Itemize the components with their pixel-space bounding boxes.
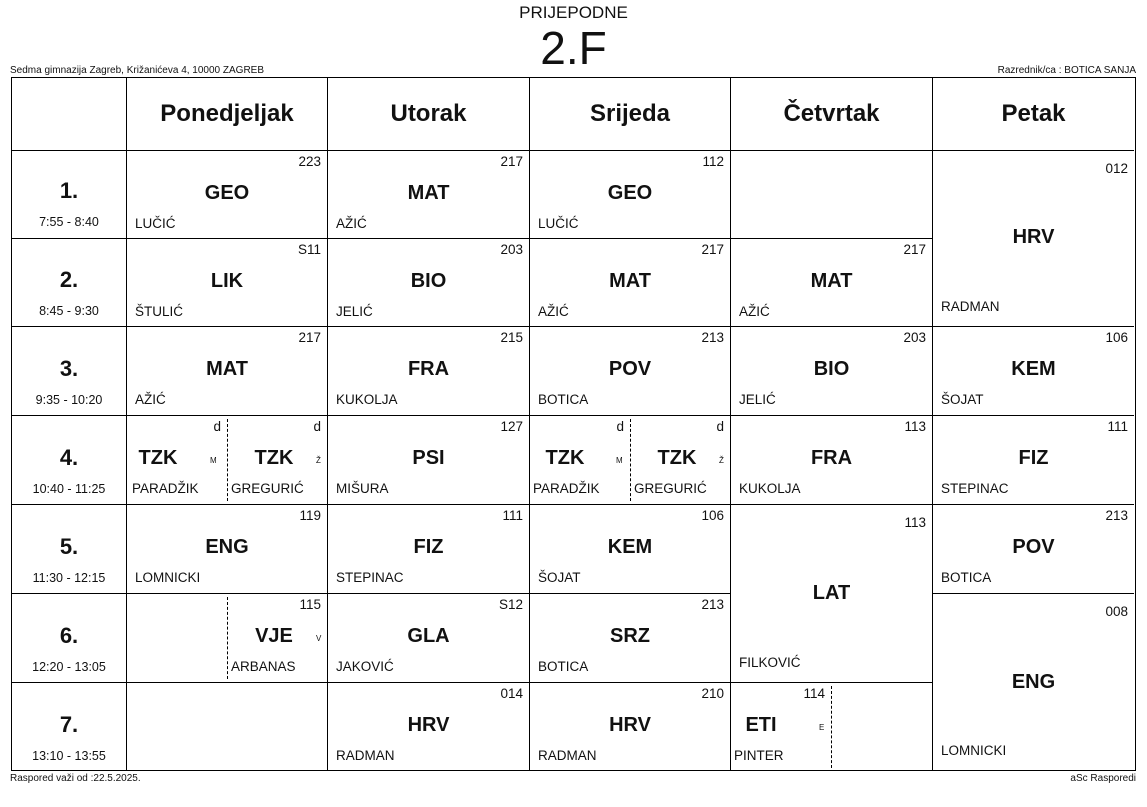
teacher-name: GREGURIĆ — [231, 481, 304, 496]
room-number: d — [313, 419, 321, 434]
subject-code: MAT — [609, 270, 651, 292]
lesson-cell[interactable] — [328, 326, 529, 415]
room-number: 217 — [701, 242, 724, 257]
subject-code: MAT — [407, 182, 450, 204]
subject-code: PSI — [412, 447, 445, 469]
teacher-name: MIŠURA — [336, 481, 389, 496]
room-number: 119 — [299, 508, 321, 523]
lesson-cell[interactable] — [933, 415, 1134, 504]
teacher-name: AŽIĆ — [336, 216, 367, 231]
teacher-name: PARADŽIK — [132, 481, 199, 496]
teacher-name: ŠTULIĆ — [135, 304, 184, 319]
period-time: 13:10 - 13:55 — [32, 749, 106, 763]
period-number: 4. — [59, 445, 79, 470]
generator-credit: aSc Rasporedi — [1070, 773, 1136, 784]
subject-code: LAT — [812, 582, 851, 604]
teacher-name: LUČIĆ — [135, 216, 176, 231]
teacher-name: AŽIĆ — [538, 304, 569, 319]
subject-code: FIZ — [413, 536, 444, 558]
shift-label: PRIJEPODNE — [519, 3, 628, 22]
teacher-name: PINTER — [734, 748, 784, 763]
class-title: 2.F — [540, 22, 607, 74]
teacher-name: RADMAN — [336, 748, 395, 763]
group-tag: V — [316, 634, 322, 643]
room-number: 213 — [701, 330, 724, 345]
room-number: d — [616, 419, 624, 434]
room-number: 217 — [500, 154, 523, 169]
teacher-name: GREGURIĆ — [634, 481, 707, 496]
group-tag: Ž — [719, 456, 724, 465]
teacher-name: JAKOVIĆ — [336, 659, 394, 674]
teacher-name: RADMAN — [941, 299, 1000, 314]
room-number: S11 — [297, 242, 321, 257]
subject-code: POV — [1012, 536, 1055, 558]
lesson-cell[interactable] — [127, 150, 327, 238]
lesson-cell-double[interactable] — [933, 593, 1134, 770]
teacher-name: STEPINAC — [336, 570, 404, 585]
room-number: 217 — [903, 242, 926, 257]
room-number: 213 — [701, 597, 724, 612]
teacher-name: KUKOLJA — [336, 392, 398, 407]
lesson-cell[interactable] — [530, 682, 730, 770]
subject-code: FIZ — [1018, 447, 1049, 469]
room-number: 106 — [1105, 330, 1128, 345]
period-time: 11:30 - 12:15 — [32, 571, 106, 585]
lesson-cell[interactable] — [731, 238, 932, 326]
room-number: 114 — [803, 686, 825, 701]
subject-code: FRA — [810, 447, 853, 469]
subject-code: HRV — [609, 714, 651, 736]
day-header-mon: Ponedjeljak — [160, 100, 294, 127]
lesson-cell[interactable] — [328, 504, 529, 593]
room-number: 113 — [904, 515, 926, 530]
lesson-cell-double[interactable] — [731, 504, 932, 682]
subject-code: ETI — [745, 714, 777, 736]
period-time: 12:20 - 13:05 — [32, 660, 106, 674]
teacher-name: KUKOLJA — [739, 481, 801, 496]
subject-code: TZK — [545, 447, 585, 469]
group-tag: M — [616, 456, 623, 465]
homeroom-teacher: Razrednik/ca : BOTICA SANJA — [997, 65, 1136, 76]
teacher-name: AŽIĆ — [135, 392, 166, 407]
room-number: 115 — [299, 597, 321, 612]
teacher-name: AŽIĆ — [739, 304, 770, 319]
subject-code: FRA — [407, 358, 450, 380]
valid-from-note: Raspored važi od :22.5.2025. — [10, 773, 141, 784]
room-number: 014 — [500, 686, 523, 701]
period-number: 5. — [59, 534, 79, 559]
subject-code: KEM — [607, 536, 653, 558]
period-time: 9:35 - 10:20 — [35, 393, 103, 407]
lesson-cell-split[interactable] — [127, 415, 327, 504]
teacher-name: LOMNICKI — [941, 743, 1007, 758]
room-number: 106 — [701, 508, 724, 523]
day-header-wed: Srijeda — [589, 100, 671, 127]
subject-code: VJE — [255, 625, 293, 647]
lesson-cell[interactable] — [127, 326, 327, 415]
teacher-name: BOTICA — [538, 392, 589, 407]
room-number: d — [716, 419, 724, 434]
teacher-name: JELIĆ — [336, 304, 373, 319]
subject-code: GEO — [204, 182, 250, 204]
teacher-name: PARADŽIK — [533, 481, 600, 496]
timetable-grid — [11, 77, 1136, 771]
period-number: 3. — [59, 356, 79, 381]
subject-code: GLA — [407, 625, 450, 647]
subject-code: MAT — [206, 358, 248, 380]
teacher-name: BOTICA — [538, 659, 589, 674]
room-number: S12 — [498, 597, 523, 612]
subject-code: HRV — [407, 714, 450, 736]
lesson-cell-double[interactable] — [933, 150, 1134, 326]
subject-code: SRZ — [610, 625, 650, 647]
teacher-name: RADMAN — [538, 748, 597, 763]
period-time: 8:45 - 9:30 — [39, 304, 99, 318]
period-time: 7:55 - 8:40 — [39, 215, 99, 229]
room-number: d — [213, 419, 221, 434]
lesson-cell[interactable] — [530, 326, 730, 415]
subject-code: HRV — [1012, 226, 1055, 248]
lesson-cell[interactable] — [530, 593, 730, 682]
lesson-cell[interactable] — [328, 150, 529, 238]
room-number: 113 — [904, 419, 926, 434]
subject-code: TZK — [254, 447, 294, 469]
room-number: 127 — [500, 419, 523, 434]
subject-code: TZK — [138, 447, 178, 469]
room-number: 217 — [298, 330, 321, 345]
room-number: 215 — [500, 330, 523, 345]
teacher-name: JELIĆ — [739, 392, 776, 407]
teacher-name: STEPINAC — [941, 481, 1009, 496]
room-number: 203 — [500, 242, 523, 257]
room-number: 111 — [502, 508, 523, 523]
lesson-cell-half[interactable] — [127, 593, 327, 682]
subject-code: MAT — [810, 270, 853, 292]
teacher-name: BOTICA — [941, 570, 992, 585]
teacher-name: LUČIĆ — [538, 216, 579, 231]
lesson-cell[interactable] — [328, 415, 529, 504]
teacher-name: ŠOJAT — [538, 570, 581, 585]
lesson-cell[interactable] — [731, 326, 932, 415]
subject-code: ENG — [205, 536, 249, 558]
day-header-thu: Četvrtak — [783, 100, 880, 127]
room-number: 223 — [298, 154, 321, 169]
lesson-cell[interactable] — [933, 504, 1134, 593]
subject-code: BIO — [813, 358, 850, 380]
lesson-cell[interactable] — [328, 238, 529, 326]
lesson-cell[interactable] — [530, 504, 730, 593]
room-number: 008 — [1105, 604, 1128, 619]
day-header-fri: Petak — [1001, 100, 1066, 127]
subject-code: ENG — [1011, 671, 1056, 693]
lesson-cell[interactable] — [530, 238, 730, 326]
school-address: Sedma gimnazija Zagreb, Križanićeva 4, 10000 ZAGREB — [10, 65, 265, 76]
period-number: 6. — [59, 623, 79, 648]
room-number: 213 — [1105, 508, 1128, 523]
subject-code: GEO — [607, 182, 653, 204]
room-number: 112 — [702, 154, 724, 169]
subject-code: BIO — [410, 270, 447, 292]
room-number: 111 — [1107, 419, 1128, 434]
day-header-tue: Utorak — [390, 100, 467, 127]
period-number: 1. — [59, 178, 79, 203]
subject-code: KEM — [1011, 358, 1056, 380]
lesson-cell[interactable] — [328, 682, 529, 770]
room-number: 012 — [1105, 161, 1128, 176]
subject-code: TZK — [657, 447, 697, 469]
group-tag: Ž — [316, 456, 321, 465]
lesson-cell[interactable] — [127, 504, 327, 593]
period-time: 10:40 - 11:25 — [32, 482, 106, 496]
teacher-name: ŠOJAT — [941, 392, 984, 407]
period-number: 7. — [59, 712, 79, 737]
teacher-name: FILKOVIĆ — [739, 655, 801, 670]
teacher-name: ARBANAS — [231, 659, 296, 674]
group-tag: M — [210, 456, 217, 465]
room-number: 203 — [903, 330, 926, 345]
lesson-cell[interactable] — [933, 326, 1134, 415]
lesson-cell[interactable] — [530, 150, 730, 238]
teacher-name: LOMNICKI — [135, 570, 201, 585]
subject-code: LIK — [210, 270, 244, 292]
period-number: 2. — [59, 267, 79, 292]
room-number: 210 — [701, 686, 724, 701]
lesson-cell[interactable] — [731, 415, 932, 504]
lesson-cell[interactable] — [328, 593, 529, 682]
lesson-cell-split[interactable] — [530, 415, 730, 504]
lesson-cell[interactable] — [127, 238, 327, 326]
lesson-cell-half[interactable] — [731, 682, 932, 770]
subject-code: POV — [608, 358, 652, 380]
group-tag: E — [819, 723, 825, 732]
